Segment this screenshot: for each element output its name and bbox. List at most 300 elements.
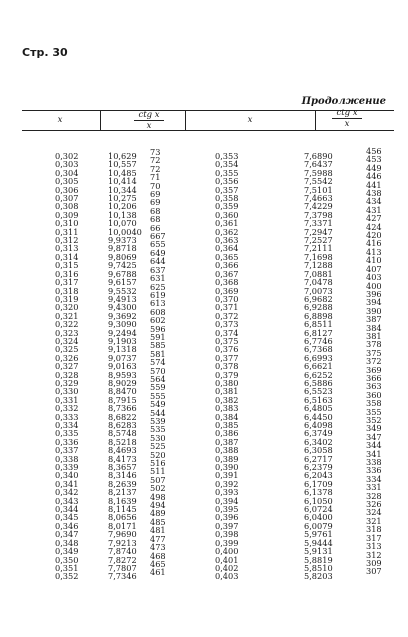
table-cell: 0,339 xyxy=(55,462,79,473)
table-cell: 0,319 xyxy=(55,293,79,304)
table-cell: 0,384 xyxy=(215,411,239,422)
table-cell: 516 xyxy=(150,458,166,469)
table-header-rule xyxy=(22,130,394,131)
table-cell: 507 xyxy=(150,474,166,485)
table-cell: 6,7368 xyxy=(304,344,333,355)
table-cell: 8,2639 xyxy=(108,478,137,489)
table-cell: 8,3657 xyxy=(108,462,137,473)
table-cell: 10,344 xyxy=(108,184,137,195)
table-cell: 0,372 xyxy=(215,310,239,321)
table-cell: 0,313 xyxy=(55,243,79,254)
ctg-numerator: ctg x xyxy=(332,108,362,119)
table-cell: 6,5886 xyxy=(304,377,333,388)
table-cell: 6,8127 xyxy=(304,327,333,338)
table-cell: 6,0079 xyxy=(304,520,333,531)
table-cell: 0,359 xyxy=(215,201,239,212)
column-separator-rule xyxy=(100,110,101,130)
table-cell: 7,8740 xyxy=(108,546,137,557)
table-cell: 8,9029 xyxy=(108,377,137,388)
table-cell: 8,3146 xyxy=(108,470,137,481)
table-cell: 449 xyxy=(366,162,382,173)
table-cell: 390 xyxy=(366,305,382,316)
table-cell: 0,349 xyxy=(55,546,79,557)
table-cell: 456 xyxy=(366,146,382,156)
table-cell: 0,403 xyxy=(215,571,239,582)
table-cell: 0,382 xyxy=(215,394,239,405)
table-cell: 465 xyxy=(150,558,166,569)
table-cell: 7,7346 xyxy=(108,571,137,582)
table-cell: 69 xyxy=(150,189,161,200)
right-ctg-header xyxy=(332,108,362,129)
table-cell: 8,8470 xyxy=(108,386,137,397)
table-cell: 539 xyxy=(150,416,166,426)
table-cell: 608 xyxy=(150,306,166,317)
table-cell: 0,334 xyxy=(55,420,79,430)
table-cell: 427 xyxy=(366,213,382,224)
table-cell: 8,4693 xyxy=(108,445,137,456)
table-cell: 344 xyxy=(366,440,382,451)
table-cell: 6,7746 xyxy=(304,335,333,346)
table-cell: 6,6252 xyxy=(304,369,333,380)
table-cell: 0,394 xyxy=(215,495,239,506)
table-cell: 338 xyxy=(366,457,382,468)
ctg-numerator: ctg x xyxy=(134,110,164,121)
block-separator-rule xyxy=(185,110,186,130)
table-cell: 9,4913 xyxy=(108,293,137,304)
table-cell: 581 xyxy=(150,348,166,359)
table-cell: 5,8819 xyxy=(304,554,333,565)
table-cell: 0,309 xyxy=(55,209,79,220)
table-cell: 0,369 xyxy=(215,285,239,296)
table-cell: 644 xyxy=(150,256,166,267)
table-cell: 9,8718 xyxy=(108,243,137,254)
table-cell: 0,401 xyxy=(215,554,239,565)
table-cell: 549 xyxy=(150,399,166,410)
table-cell: 10,0040 xyxy=(108,226,142,237)
table-cell: 10,629 xyxy=(108,151,137,161)
table-cell: 372 xyxy=(366,356,382,367)
table-cell: 5,8510 xyxy=(304,562,333,573)
table-cell: 530 xyxy=(150,432,166,443)
table-cell: 473 xyxy=(150,542,166,553)
table-cell: 585 xyxy=(150,340,166,351)
table-cell: 6,1378 xyxy=(304,487,333,498)
table-cell: 72 xyxy=(150,163,161,174)
table-cell: 0,345 xyxy=(55,512,79,523)
table-cell: 424 xyxy=(366,221,382,232)
table-cell: 69 xyxy=(150,197,161,208)
table-cell: 7,2111 xyxy=(304,243,333,254)
table-cell: 9,5532 xyxy=(108,285,137,296)
table-cell: 0,353 xyxy=(215,151,239,161)
table-cell: 366 xyxy=(366,372,382,383)
table-cell: 7,5542 xyxy=(304,176,333,187)
table-cell: 0,390 xyxy=(215,462,239,473)
table-cell: 489 xyxy=(150,508,166,519)
table-cell: 481 xyxy=(150,525,166,536)
table-cell: 8,1639 xyxy=(108,495,137,506)
right-ctg-column xyxy=(304,152,333,581)
table-cell: 6,9288 xyxy=(304,302,333,313)
table-cell: 434 xyxy=(366,196,382,207)
table-cell: 9,1318 xyxy=(108,344,137,355)
table-cell: 0,380 xyxy=(215,377,239,388)
table-cell: 66 xyxy=(150,222,161,233)
table-cell: 7,4229 xyxy=(304,201,333,212)
table-cell: 420 xyxy=(366,230,382,241)
table-cell: 655 xyxy=(150,239,166,250)
table-cell: 0,358 xyxy=(215,193,239,204)
table-cell: 9,0163 xyxy=(108,361,137,372)
table-cell: 6,3749 xyxy=(304,428,333,439)
table-cell: 619 xyxy=(150,289,166,300)
table-cell: 7,0881 xyxy=(304,268,333,279)
table-cell: 6,5523 xyxy=(304,386,333,397)
table-cell: 0,392 xyxy=(215,478,239,489)
table-cell: 363 xyxy=(366,381,382,392)
table-cell: 7,6890 xyxy=(304,151,333,161)
table-cell: 0,386 xyxy=(215,428,239,439)
table-cell: 0,302 xyxy=(55,151,79,161)
table-cell: 9,9373 xyxy=(108,235,137,246)
table-cell: 8,7915 xyxy=(108,394,137,405)
right-diff-column xyxy=(366,147,382,576)
table-cell: 6,8511 xyxy=(304,319,333,330)
table-cell: 625 xyxy=(150,281,166,292)
table-cell: 7,3798 xyxy=(304,209,333,220)
table-cell: 328 xyxy=(366,490,382,501)
table-cell: 8,0171 xyxy=(108,520,137,531)
table-cell: 10,557 xyxy=(108,159,137,170)
table-cell: 0,368 xyxy=(215,277,239,288)
table-cell: 438 xyxy=(366,188,382,199)
table-cell: 0,355 xyxy=(215,167,239,178)
table-cell: 0,376 xyxy=(215,344,239,355)
table-cell: 72 xyxy=(150,155,161,166)
table-cell: 7,2947 xyxy=(304,226,333,237)
table-cell: 6,8898 xyxy=(304,310,333,321)
continuation-label: Продолжение xyxy=(301,96,386,107)
table-cell: 5,8203 xyxy=(304,571,333,582)
table-cell: 0,364 xyxy=(215,243,239,254)
table-cell: 355 xyxy=(366,406,382,417)
table-cell: 0,397 xyxy=(215,520,239,531)
table-cell: 324 xyxy=(366,507,382,518)
table-cell: 555 xyxy=(150,390,166,401)
table-cell: 10,485 xyxy=(108,167,137,178)
table-cell: 0,333 xyxy=(55,411,79,422)
table-cell: 0,350 xyxy=(55,554,79,565)
table-cell: 375 xyxy=(366,347,382,358)
table-cell: 9,6157 xyxy=(108,277,137,288)
table-cell: 381 xyxy=(366,330,382,341)
ctg-denominator: x xyxy=(344,119,350,129)
table-cell: 7,1288 xyxy=(304,260,333,271)
table-cell: 6,4098 xyxy=(304,420,333,430)
table-cell: 0,308 xyxy=(55,201,79,212)
table-cell: 0,383 xyxy=(215,403,239,414)
ctg-denominator: x xyxy=(146,121,152,131)
table-cell: 468 xyxy=(150,550,166,561)
table-cell: 7,1698 xyxy=(304,251,333,262)
table-cell: 5,9444 xyxy=(304,537,333,548)
table-cell: 7,0073 xyxy=(304,285,333,296)
table-cell: 7,4663 xyxy=(304,193,333,204)
table-cell: 349 xyxy=(366,423,382,434)
table-cell: 7,8272 xyxy=(108,554,137,565)
table-cell: 334 xyxy=(366,473,382,484)
table-cell: 0,374 xyxy=(215,327,239,338)
table-cell: 0,346 xyxy=(55,520,79,531)
table-cell: 0,385 xyxy=(215,420,239,430)
table-cell: 8,6283 xyxy=(108,420,137,430)
left-x-column xyxy=(55,152,78,581)
table-cell: 0,335 xyxy=(55,428,79,439)
table-cell: 68 xyxy=(150,205,161,216)
table-cell: 0,363 xyxy=(215,235,239,246)
table-cell: 6,9682 xyxy=(304,293,333,304)
table-cell: 494 xyxy=(150,500,166,511)
table-cell: 9,4300 xyxy=(108,302,137,313)
table-cell: 378 xyxy=(366,339,382,350)
column-separator-rule xyxy=(315,110,316,130)
table-cell: 8,4173 xyxy=(108,453,137,464)
right-x-header: x xyxy=(247,115,253,125)
table-cell: 0,395 xyxy=(215,504,239,515)
table-cell: 9,7425 xyxy=(108,260,137,271)
table-cell: 0,321 xyxy=(55,310,79,321)
table-cell: 8,5218 xyxy=(108,436,137,447)
table-cell: 0,322 xyxy=(55,319,79,330)
table-cell: 0,323 xyxy=(55,327,79,338)
table-cell: 511 xyxy=(150,466,166,477)
table-cell: 520 xyxy=(150,449,166,460)
table-cell: 0,336 xyxy=(55,436,79,447)
table-cell: 10,070 xyxy=(108,218,137,229)
table-cell: 5,9131 xyxy=(304,546,333,557)
table-cell: 71 xyxy=(150,172,161,183)
table-cell: 6,6621 xyxy=(304,361,333,372)
table-cell: 0,360 xyxy=(215,209,239,220)
table-cell: 413 xyxy=(366,246,382,257)
table-cell: 8,1145 xyxy=(108,504,137,515)
table-cell: 0,371 xyxy=(215,302,239,313)
table-cell: 0,326 xyxy=(55,352,79,363)
table-cell: 498 xyxy=(150,491,166,502)
table-cell: 407 xyxy=(366,263,382,274)
table-cell: 596 xyxy=(150,323,166,334)
table-cell: 8,7366 xyxy=(108,403,137,414)
table-cell: 0,351 xyxy=(55,562,79,573)
table-cell: 352 xyxy=(366,415,382,425)
table-cell: 477 xyxy=(150,533,166,544)
table-cell: 0,341 xyxy=(55,478,79,489)
table-cell: 0,370 xyxy=(215,293,239,304)
table-cell: 369 xyxy=(366,364,382,375)
table-cell: 0,303 xyxy=(55,159,79,170)
table-cell: 6,2717 xyxy=(304,453,333,464)
table-cell: 0,316 xyxy=(55,268,79,279)
table-cell: 461 xyxy=(150,567,166,578)
table-cell: 6,4805 xyxy=(304,403,333,414)
table-cell: 6,2043 xyxy=(304,470,333,481)
table-cell: 0,307 xyxy=(55,193,79,204)
table-cell: 0,311 xyxy=(55,226,79,237)
table-cell: 0,327 xyxy=(55,361,79,372)
table-cell: 485 xyxy=(150,516,166,527)
table-cell: 10,206 xyxy=(108,201,137,212)
table-cell: 8,2137 xyxy=(108,487,137,498)
table-cell: 6,0400 xyxy=(304,512,333,523)
table-cell: 0,304 xyxy=(55,167,79,178)
table-cell: 70 xyxy=(150,180,161,191)
table-cell: 7,6437 xyxy=(304,159,333,170)
table-cell: 0,393 xyxy=(215,487,239,498)
table-cell: 0,347 xyxy=(55,529,79,540)
table-cell: 7,7807 xyxy=(108,562,137,573)
table-cell: 0,356 xyxy=(215,176,239,187)
table-cell: 0,377 xyxy=(215,352,239,363)
table-cell: 0,312 xyxy=(55,235,79,246)
table-cell: 0,402 xyxy=(215,562,239,573)
table-cell: 9,0737 xyxy=(108,352,137,363)
table-cell: 9,2494 xyxy=(108,327,137,338)
table-cell: 312 xyxy=(366,549,382,560)
table-cell: 0,320 xyxy=(55,302,79,313)
table-cell: 387 xyxy=(366,314,382,325)
table-cell: 0,389 xyxy=(215,453,239,464)
table-cell: 5,9761 xyxy=(304,529,333,540)
left-ctg-column xyxy=(108,152,142,581)
left-diff-column xyxy=(150,148,166,577)
table-cell: 8,0656 xyxy=(108,512,137,523)
table-cell: 0,330 xyxy=(55,386,79,397)
table-cell: 9,3692 xyxy=(108,310,137,321)
left-x-header: x xyxy=(57,115,63,125)
table-cell: 6,1050 xyxy=(304,495,333,506)
table-cell: 7,9690 xyxy=(108,529,137,540)
table-cell: 317 xyxy=(366,532,382,543)
table-cell: 535 xyxy=(150,424,166,435)
table-cell: 8,9593 xyxy=(108,369,137,380)
table-cell: 446 xyxy=(366,171,382,182)
table-cell: 0,354 xyxy=(215,159,239,170)
table-cell: 637 xyxy=(150,264,166,275)
table-cell: 0,352 xyxy=(55,571,79,582)
table-cell: 631 xyxy=(150,273,166,284)
table-cell: 0,365 xyxy=(215,251,239,262)
page-header: Стр. 30 xyxy=(22,46,68,59)
table-cell: 403 xyxy=(366,272,382,283)
table-cell: 309 xyxy=(366,557,382,568)
table-cell: 0,378 xyxy=(215,361,239,372)
table-cell: 0,314 xyxy=(55,251,79,262)
table-cell: 0,343 xyxy=(55,495,79,506)
table-cell: 0,331 xyxy=(55,394,79,405)
table-cell: 0,398 xyxy=(215,529,239,540)
table-cell: 559 xyxy=(150,382,166,393)
table-cell: 0,357 xyxy=(215,184,239,195)
table-cell: 0,310 xyxy=(55,218,79,229)
table-cell: 7,5988 xyxy=(304,167,333,178)
table-cell: 613 xyxy=(150,298,166,309)
table-cell: 0,328 xyxy=(55,369,79,380)
table-cell: 453 xyxy=(366,154,382,165)
table-cell: 0,318 xyxy=(55,285,79,296)
table-cell: 0,338 xyxy=(55,453,79,464)
table-cell: 0,317 xyxy=(55,277,79,288)
table-cell: 321 xyxy=(366,515,382,526)
table-cell: 570 xyxy=(150,365,166,376)
table-cell: 0,379 xyxy=(215,369,239,380)
table-cell: 318 xyxy=(366,524,382,535)
table-cell: 0,344 xyxy=(55,504,79,515)
table-cell: 326 xyxy=(366,499,382,510)
table-cell: 9,6788 xyxy=(108,268,137,279)
table-cell: 410 xyxy=(366,255,382,266)
table-cell: 574 xyxy=(150,357,166,368)
table-cell: 7,3371 xyxy=(304,218,333,229)
table-cell: 9,8069 xyxy=(108,251,137,262)
table-cell: 0,305 xyxy=(55,176,79,187)
table-cell: 667 xyxy=(150,231,166,242)
table-cell: 68 xyxy=(150,214,161,225)
table-cell: 6,5163 xyxy=(304,394,333,405)
table-cell: 0,340 xyxy=(55,470,79,481)
table-cell: 0,387 xyxy=(215,436,239,447)
table-cell: 0,329 xyxy=(55,377,79,388)
table-cell: 0,399 xyxy=(215,537,239,548)
table-cell: 0,381 xyxy=(215,386,239,397)
table-cell: 6,2379 xyxy=(304,462,333,473)
right-x-column xyxy=(215,152,238,581)
table-cell: 8,5748 xyxy=(108,428,137,439)
table-cell: 0,396 xyxy=(215,512,239,523)
table-cell: 10,275 xyxy=(108,193,137,204)
table-cell: 0,373 xyxy=(215,319,239,330)
table-cell: 0,391 xyxy=(215,470,239,481)
table-cell: 0,388 xyxy=(215,445,239,456)
table-cell: 313 xyxy=(366,541,382,552)
table-cell: 9,1903 xyxy=(108,335,137,346)
table-cell: 341 xyxy=(366,448,382,459)
table-cell: 0,348 xyxy=(55,537,79,548)
table-cell: 396 xyxy=(366,288,382,299)
table-cell: 6,4450 xyxy=(304,411,333,422)
table-cell: 73 xyxy=(150,147,161,157)
table-cell: 0,361 xyxy=(215,218,239,229)
table-cell: 0,325 xyxy=(55,344,79,355)
table-cell: 416 xyxy=(366,238,382,249)
table-cell: 525 xyxy=(150,441,166,452)
table-cell: 400 xyxy=(366,280,382,291)
table-cell: 6,1709 xyxy=(304,478,333,489)
table-cell: 544 xyxy=(150,407,166,418)
table-cell: 0,342 xyxy=(55,487,79,498)
table-cell: 358 xyxy=(366,398,382,409)
table-cell: 0,366 xyxy=(215,260,239,271)
table-cell: 10,414 xyxy=(108,176,137,187)
table-cell: 0,324 xyxy=(55,335,79,346)
table-cell: 649 xyxy=(150,247,166,258)
table-cell: 307 xyxy=(366,566,382,577)
table-cell: 6,6993 xyxy=(304,352,333,363)
table-cell: 6,3058 xyxy=(304,445,333,456)
table-cell: 336 xyxy=(366,465,382,476)
table-cell: 0,315 xyxy=(55,260,79,271)
table-cell: 431 xyxy=(366,204,382,215)
table-cell: 0,375 xyxy=(215,335,239,346)
